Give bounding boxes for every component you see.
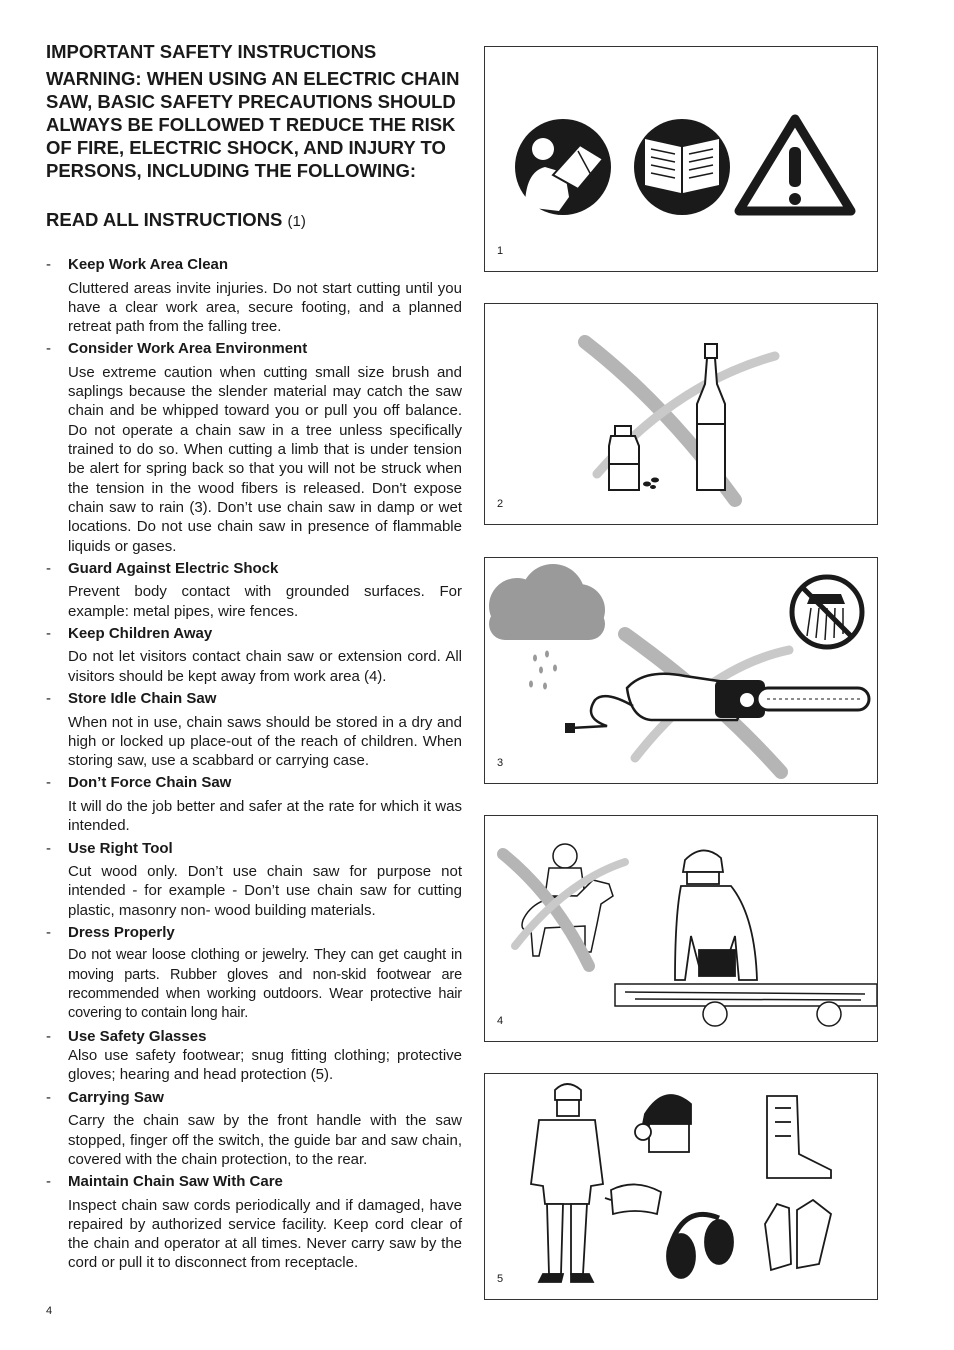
list-dash: - xyxy=(46,690,51,708)
figure-3 xyxy=(484,557,878,784)
power-cord-icon xyxy=(565,696,633,733)
child-and-dog-icon xyxy=(522,844,613,956)
list-item xyxy=(46,339,462,555)
list-dash: - xyxy=(46,1173,51,1191)
list-item xyxy=(46,689,462,770)
figure-number: 2 xyxy=(497,498,504,510)
list-dash: - xyxy=(46,839,51,857)
figure-number: 4 xyxy=(497,1015,504,1027)
dressed-worker-icon xyxy=(531,1084,603,1282)
list-dash: - xyxy=(46,1027,51,1045)
list-dash: - xyxy=(46,1088,51,1106)
figure-1 xyxy=(484,46,878,272)
item-body: Do not let visitors contact chain saw or extension cord. All visitors should be kept away from work area (4). xyxy=(68,648,462,685)
tall-bottle-icon xyxy=(697,344,725,490)
figure-number: 5 xyxy=(497,1273,504,1285)
list-dash: - xyxy=(46,559,51,577)
figure-2 xyxy=(484,303,878,525)
list-item xyxy=(46,559,462,621)
read-manual-person-icon xyxy=(515,119,611,215)
list-dash: - xyxy=(46,624,51,642)
item-body: When not in use, chain saws should be stored in a dry and high or locked up place-out of the reach of children. When storing saw, use a scabbard or carrying case. xyxy=(68,713,462,770)
keep-children-away-illustration xyxy=(485,816,877,1041)
item-title: Use Safety Glasses xyxy=(68,1027,207,1045)
no-shower-icon xyxy=(792,577,862,647)
chain-saw-icon xyxy=(627,674,869,720)
item-body: Cluttered areas invite injuries. Do not start cutting until you have a clear work area, secure footing, and a planned retreat path from the falling tree. xyxy=(68,279,462,336)
list-item xyxy=(46,255,462,336)
book-icon xyxy=(634,119,730,215)
figure-4 xyxy=(484,815,878,1042)
item-body: Carry the chain saw by the front handle with the saw stopped, finger off the switch, the guide bar and saw chain, covered with the chain protection, to the rear. xyxy=(68,1112,462,1168)
goggles-icon xyxy=(605,1184,661,1214)
item-title: Consider Work Area Environment xyxy=(68,340,308,358)
item-body: Use extreme caution when cutting small size brush and saplings because the slender material may catch the saw chain and be whipped toward you or pull you off balance. Do not operate a chain saw in a tree unless specifically trained to do so. When cutting a limb that is under tension be alert for spring back so that you will not be struck when the tension in the wood fibers is released. Don't expose chain saw to rain (3). Don’t use chain saw in damp or wet locations. Do not use chain saw in presence of flammable liquids or gases. xyxy=(68,363,462,555)
warning-heading: WARNING: WHEN USING AN ELECTRIC CHAIN SAW, BASIC SAFETY PRECAUTIONS SHOULD ALWAYS BE FOLLOWED T REDUCE THE RISK OF FIRE, ELECTRIC SHOCK, AND INJURY TO PERSONS, INCLUDING THE FOLLOWING: xyxy=(46,68,460,181)
list-dash: - xyxy=(46,340,51,358)
list-dash: - xyxy=(46,774,51,792)
no-flammables-illustration xyxy=(485,304,877,524)
item-body: Cut wood only. Don’t use chain saw for purpose not intended - for example - Don’t use chain saw for cutting plastic, masonry non- wood building materials. xyxy=(68,863,462,919)
helmet-icon xyxy=(635,1095,691,1152)
safety-symbols-illustration xyxy=(485,47,877,271)
item-body: Do not wear loose clothing or jewelry. They can get caught in moving parts. Rubber gloves and non-skid footwear are recommended when working outdoors. Wear protective hair covering to contain long hair. xyxy=(68,947,462,1022)
item-title: Guard Against Electric Shock xyxy=(68,559,279,577)
item-title: Keep Children Away xyxy=(68,624,213,642)
item-body: Prevent body contact with grounded surfaces. For example: metal pipes, wire fences. xyxy=(68,583,462,620)
item-body: Also use safety footwear; snug fitting clothing; protective gloves; hearing and head protection (5). xyxy=(68,1047,462,1084)
item-title: Carrying Saw xyxy=(68,1088,164,1106)
item-title: Use Right Tool xyxy=(68,839,173,857)
no-rain-illustration xyxy=(485,558,877,783)
list-item xyxy=(46,624,462,686)
item-body: It will do the job better and safer at the rate for which it was intended. xyxy=(68,797,462,835)
item-title: Don’t Force Chain Saw xyxy=(68,774,232,792)
list-item xyxy=(46,1027,462,1085)
figure-reference: (1) xyxy=(287,213,306,230)
list-item xyxy=(46,1172,462,1273)
cloud-icon xyxy=(489,564,605,640)
worker-with-saw-icon xyxy=(675,850,757,980)
item-body: Inspect chain saw cords periodically and if damaged, have repaired by authorized service facility. Keep cord clear of the chain and operator at all times. Never carry saw by the cord or pull it to disconnect from receptacle. xyxy=(68,1196,462,1272)
drops-icon xyxy=(643,478,659,490)
protective-equipment-illustration xyxy=(485,1074,877,1299)
list-dash: - xyxy=(46,923,51,941)
small-bottle-icon xyxy=(609,426,639,490)
figure-number: 1 xyxy=(497,245,504,257)
list-item xyxy=(46,1088,462,1169)
list-item xyxy=(46,923,462,1024)
item-title: Keep Work Area Clean xyxy=(68,256,229,273)
log-icon xyxy=(615,984,877,1026)
item-title: Store Idle Chain Saw xyxy=(68,690,217,708)
warning-triangle-icon xyxy=(739,119,851,211)
boot-icon xyxy=(767,1096,831,1178)
figure-number: 3 xyxy=(497,757,504,769)
list-item xyxy=(46,839,462,920)
list-dash: - xyxy=(46,256,51,273)
item-title: Maintain Chain Saw With Care xyxy=(68,1173,283,1191)
ear-muffs-icon xyxy=(667,1214,733,1278)
instructions-column xyxy=(46,40,462,1276)
rain-drops-icon xyxy=(529,651,557,690)
item-title: Dress Properly xyxy=(68,923,175,941)
list-item xyxy=(46,773,462,835)
page-title: IMPORTANT SAFETY INSTRUCTIONS xyxy=(46,41,377,62)
figure-5 xyxy=(484,1073,878,1300)
page-number: 4 xyxy=(46,1305,53,1317)
safety-list xyxy=(46,255,462,1273)
read-instructions-heading xyxy=(46,208,462,233)
read-instructions-text: READ ALL INSTRUCTIONS xyxy=(46,209,283,230)
gloves-icon xyxy=(765,1200,831,1270)
